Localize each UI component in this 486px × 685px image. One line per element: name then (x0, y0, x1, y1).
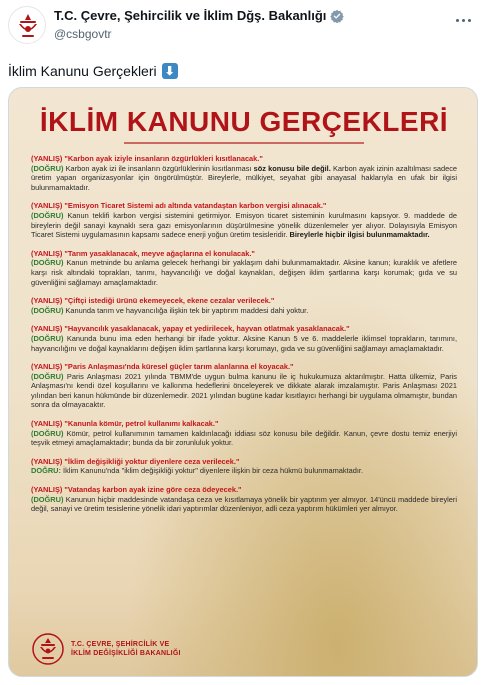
claim-block (31, 154, 457, 192)
true-tag: (DOĞRU) (31, 210, 64, 220)
true-tag: (DOĞRU) (31, 305, 64, 315)
display-name[interactable]: T.C. Çevre, Şehircilik ve İklim Dğş. Bakanlığı (54, 8, 327, 23)
true-tag: (DOĞRU) (31, 333, 64, 343)
true-tag: (DOĞRU) (31, 258, 64, 268)
verified-badge-icon (330, 9, 344, 23)
true-fact (31, 466, 457, 476)
true-fact-text: Kanun metninde bu anlama gelecek herhangi bir yaklaşım dahi bulunmamaktadır. Aksine kanun; kuraklık ve afetlere karşı risk altındaki toprakları, tarımı, hayvancılığı ve doğal kaynakları, değişen iklim şartlarına karşı korumak; gıda ve su güvenliğini sağlamayı amaçlamaktadır. (31, 258, 457, 287)
true-fact-text: Kanun teklifi karbon vergisi sistemini getirmiyor. Emisyon ticaret sisteminin kurulmasını kapsıyor. 9. maddede de bireylerin değil sanayi kaynaklı sera gazı emisyonlarının düşürülmesine yönelik düzenlemeler yer alıyor. Dolayısıyla Emisyon Ticaret Sistemi uygulamasının kapsamı sadece enerji yoğun üretim tesisleridir. (31, 210, 457, 240)
false-claim (31, 201, 457, 211)
false-tag: (YANLIŞ) (31, 485, 63, 495)
true-fact (31, 495, 457, 514)
false-claim-text: "Paris Anlaşması'nda küresel güçler tarım alanlarına el koyacak." (64, 362, 294, 372)
ministry-logo-icon (31, 632, 65, 666)
true-fact-text: Kanunda tarım ve hayvancılığa ilişkin tek bir yaptırım maddesi dahi yoktur. (65, 305, 309, 315)
claim-block (31, 324, 457, 353)
true-fact (31, 372, 457, 410)
true-fact (31, 211, 457, 240)
false-claim-text: "Tarım yasaklanacak, meyve ağaçlarına el konulacak." (64, 248, 255, 258)
title-divider (124, 142, 364, 144)
true-tag: (DOĞRU) (31, 371, 64, 381)
false-tag: (YANLIŞ) (31, 456, 63, 466)
claim-block (31, 457, 457, 476)
false-tag: (YANLIŞ) (31, 201, 63, 211)
true-fact (31, 306, 457, 316)
false-tag: (YANLIŞ) (31, 419, 63, 429)
avatar[interactable] (8, 6, 46, 44)
false-claim-text: "İklim değişikliği yoktur diyenlere ceza verilecek." (64, 456, 240, 466)
false-tag: (YANLIŞ) (31, 248, 63, 258)
true-fact-emphasis: söz konusu bile değil. (253, 163, 331, 173)
ministry-logo (31, 632, 181, 666)
true-tag: (DOĞRU) (31, 163, 64, 173)
tweet-text-content: İklim Kanunu Gerçekleri (8, 63, 157, 79)
false-claim-text: "Hayvancılık yasaklanacak, yapay et yedirilecek, hayvan otlatmak yasaklanacak." (64, 324, 350, 334)
false-tag: (YANLIŞ) (31, 296, 63, 306)
false-claim-text: "Vatandaş karbon ayak izine göre ceza ödeyecek." (64, 485, 242, 495)
infographic-title: İKLİM KANUNU GERÇEKLERİ (39, 106, 449, 137)
ministry-logo-icon (9, 7, 46, 44)
true-tag: DOĞRU: (31, 466, 61, 476)
down-arrow-emoji-icon: ⬇ (162, 63, 178, 79)
false-tag: (YANLIŞ) (31, 324, 63, 334)
true-fact (31, 164, 457, 193)
true-tag: (DOĞRU) (31, 428, 64, 438)
true-fact-text-end: Karbon ayak izinin azaltılması sadece üretim yapan organizasyonlar için öngörülmüştür. Bireylerle, mülkiyet, seyahat gibi anayasal haklarıyla en ufak bir ilgisi bulunmamaktadır. (31, 163, 458, 192)
false-claim-text: "Çiftçi istediği ürünü ekemeyecek, ekene cezalar verilecek." (64, 296, 275, 306)
false-claim (31, 249, 457, 259)
claim-block (31, 419, 457, 448)
false-claim (31, 457, 457, 467)
handle[interactable]: @csbgovtr (54, 27, 112, 41)
logo-text-line2: İKLİM DEĞİŞİKLİĞİ BAKANLIĞI (71, 650, 181, 657)
true-fact-emphasis: Bireylerle hiçbir ilgisi bulunmamaktadır. (289, 230, 430, 240)
more-options-icon[interactable] (452, 12, 474, 28)
false-claim (31, 485, 457, 495)
true-fact-text: Kömür, petrol kullanımının tamamen kaldırılacağı iddiası söz konusu bile değildir. Kanun, çevre dostu temiz enerjiyi teşvik etmeyi amaçlamaktadır; bunda da bir zorunluluk yoktur. (31, 428, 457, 448)
false-claim-text: "Kanunla kömür, petrol kullanımı kalkacak." (64, 419, 219, 429)
tweet-media-image[interactable] (8, 87, 478, 677)
true-fact (31, 334, 457, 353)
true-fact (31, 258, 457, 287)
tweet-header (0, 0, 486, 52)
false-claim (31, 296, 457, 306)
true-fact-text: Karbon ayak izi ile insanların özgürlüklerinin kısıtlanması (65, 163, 252, 173)
claim-block (31, 362, 457, 410)
logo-text-line1: T.C. ÇEVRE, ŞEHİRCİLİK VE (71, 641, 170, 648)
false-tag: (YANLIŞ) (31, 362, 63, 372)
true-fact-text: İklim Kanunu'nda "iklim değişikliği yoktur" diyenlere ilişkin bir ceza hükmü bulunmamaktadır. (63, 466, 363, 476)
false-claim (31, 324, 457, 334)
claim-block (31, 296, 457, 315)
true-fact-text: Kanunun hiçbir maddesinde vatandaşa ceza ve kısıtlamaya yönelik bir yaptırım yer almıyor. 14'üncü maddede bireyleri değil, sanayi ve üretim tesislerine yönelik idari yaptırımlar düzenleniyor, adli ceza yaptırım hükümleri yer almıyor. (31, 494, 457, 514)
true-tag: (DOĞRU) (31, 494, 64, 504)
false-claim (31, 154, 457, 164)
author-block (54, 8, 344, 42)
claim-block (31, 201, 457, 239)
false-claim-text: "Karbon ayak iziyle insanların özgürlükleri kısıtlanacak." (64, 154, 263, 163)
infographic (31, 98, 457, 668)
claims-list (31, 154, 457, 514)
false-claim (31, 362, 457, 372)
true-fact-text: Kanunda bunu ima eden herhangi bir ifade yoktur. Aksine Kanun 5 ve 6. maddelerle iklimsel toprakların, tarımını, hayvancılığını ve doğal kaynaklarını değişen iklim şartlarına karşı korumayı, gıda ve su güvenliğini sağlamayı amaçlamaktadır. (31, 333, 457, 353)
claim-block (31, 249, 457, 287)
tweet-text (8, 62, 178, 80)
ministry-logo-text (71, 640, 181, 658)
false-tag: (YANLIŞ) (31, 154, 63, 163)
true-fact (31, 429, 457, 448)
true-fact-text: Paris Anlaşması 2021 yılında TBMM'de uygun bulma kanunu ile iç hukukumuza aktarılmıştır. Hatta ülkemiz, Paris Anlaşması'nı kendi özel koşullarını ve kalkınma hedeflerini önceleyerek ve dikkate alarak imzalamıştır. Paris Anlaşması 2021 yılından beri kanun hükmünde bir düzenlemedir. 2021 yılından bugüne kadar kısıtlayıcı herhangi bir uygulama olmamıştır, bundan sonra da olmayacaktır. (31, 371, 457, 410)
false-claim-text: "Emisyon Ticaret Sistemi adı altında vatandaştan karbon vergisi alınacak." (64, 201, 327, 211)
false-claim (31, 419, 457, 429)
claim-block (31, 485, 457, 514)
